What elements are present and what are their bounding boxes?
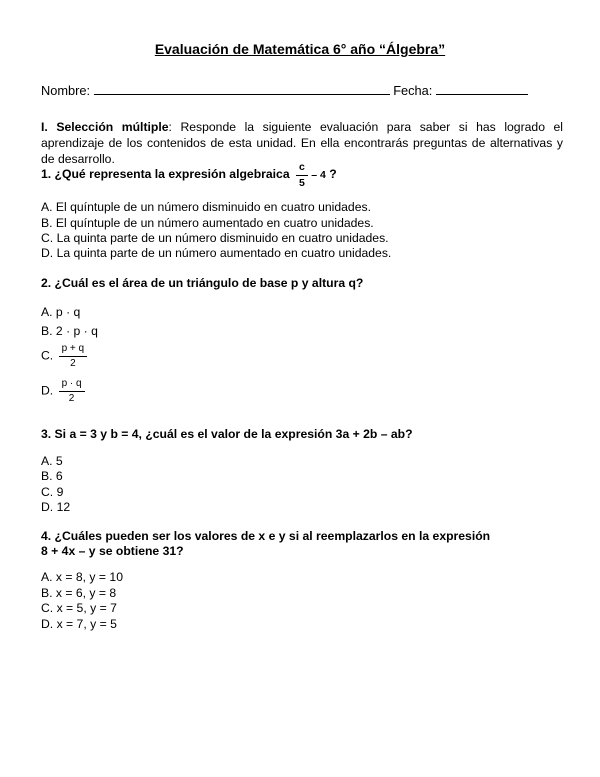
q4-option-c[interactable]: C. x = 5, y = 7 bbox=[41, 601, 117, 615]
question-4-line-2: 8 + 4x – y se obtiene 31? bbox=[41, 544, 184, 558]
q4-option-a[interactable]: A. x = 8, y = 10 bbox=[41, 570, 123, 584]
question-1-mark: ? bbox=[329, 167, 337, 182]
fraction-denominator: 5 bbox=[299, 176, 305, 189]
q1-option-d[interactable]: D. La quinta parte de un número aumentado en cuatro unidades. bbox=[41, 246, 392, 260]
q2-option-c-label: C. bbox=[41, 348, 54, 363]
fraction-tail: – 4 bbox=[311, 169, 326, 182]
question-1-fraction bbox=[296, 162, 308, 188]
q2-option-d-label: D. bbox=[41, 383, 54, 398]
name-date-row bbox=[41, 82, 528, 98]
q3-option-d[interactable]: D. 12 bbox=[41, 500, 71, 514]
question-1 bbox=[41, 162, 337, 188]
q2-option-c[interactable] bbox=[41, 344, 87, 369]
question-1-text: 1. ¿Qué representa la expresión algebraica bbox=[41, 167, 290, 182]
question-3: 3. Si a = 3 y b = 4, ¿cuál es el valor de la expresión 3a + 2b – ab? bbox=[41, 427, 413, 441]
fraction-denominator: 2 bbox=[70, 358, 76, 369]
fraction-numerator: c bbox=[296, 162, 308, 176]
name-field[interactable] bbox=[94, 82, 390, 95]
q2-option-d[interactable] bbox=[41, 379, 85, 404]
q2-option-d-fraction bbox=[59, 379, 85, 404]
q3-option-c[interactable]: C. 9 bbox=[41, 485, 64, 499]
page-title: Evaluación de Matemática 6° año “Álgebra” bbox=[154, 41, 446, 57]
q3-option-b[interactable]: B. 6 bbox=[41, 469, 63, 483]
fraction-denominator: 2 bbox=[68, 393, 75, 404]
q2-option-a[interactable]: A. p · q bbox=[41, 305, 81, 319]
name-label: Nombre: bbox=[41, 83, 91, 98]
q1-option-b[interactable]: B. El quíntuple de un número aumentado en cuatro unidades. bbox=[41, 216, 374, 230]
question-2: 2. ¿Cuál es el área de un triángulo de base p y altura q? bbox=[41, 276, 364, 290]
q4-option-b[interactable]: B. x = 6, y = 8 bbox=[41, 586, 117, 600]
q2-option-b[interactable]: B. 2 · p · q bbox=[41, 324, 98, 338]
q4-option-d[interactable]: D. x = 7, y = 5 bbox=[41, 617, 117, 631]
q3-option-a[interactable]: A. 5 bbox=[41, 454, 63, 468]
q1-option-a[interactable]: A. El quíntuple de un número disminuido en cuatro unidades. bbox=[41, 200, 371, 214]
q2-option-c-fraction bbox=[59, 344, 88, 369]
fraction-numerator: p · q bbox=[59, 379, 85, 392]
date-label: Fecha: bbox=[393, 83, 433, 98]
instructions bbox=[41, 119, 563, 167]
date-field[interactable] bbox=[436, 82, 528, 95]
fraction-numerator: p + q bbox=[59, 344, 88, 357]
section-label: I. Selección múltiple bbox=[41, 120, 169, 134]
instructions-text: : Responde la siguiente evaluación para saber si has logrado el aprendizaje de los contenidos de esta unidad. En ella encontrarás preguntas de alternativas y de desarrollo. bbox=[41, 120, 564, 166]
q1-option-c[interactable]: C. La quinta parte de un número disminuido en cuatro unidades. bbox=[41, 231, 389, 245]
question-4-line-1: 4. ¿Cuáles pueden ser los valores de x e y si al reemplazarlos en la expresión bbox=[41, 529, 491, 543]
